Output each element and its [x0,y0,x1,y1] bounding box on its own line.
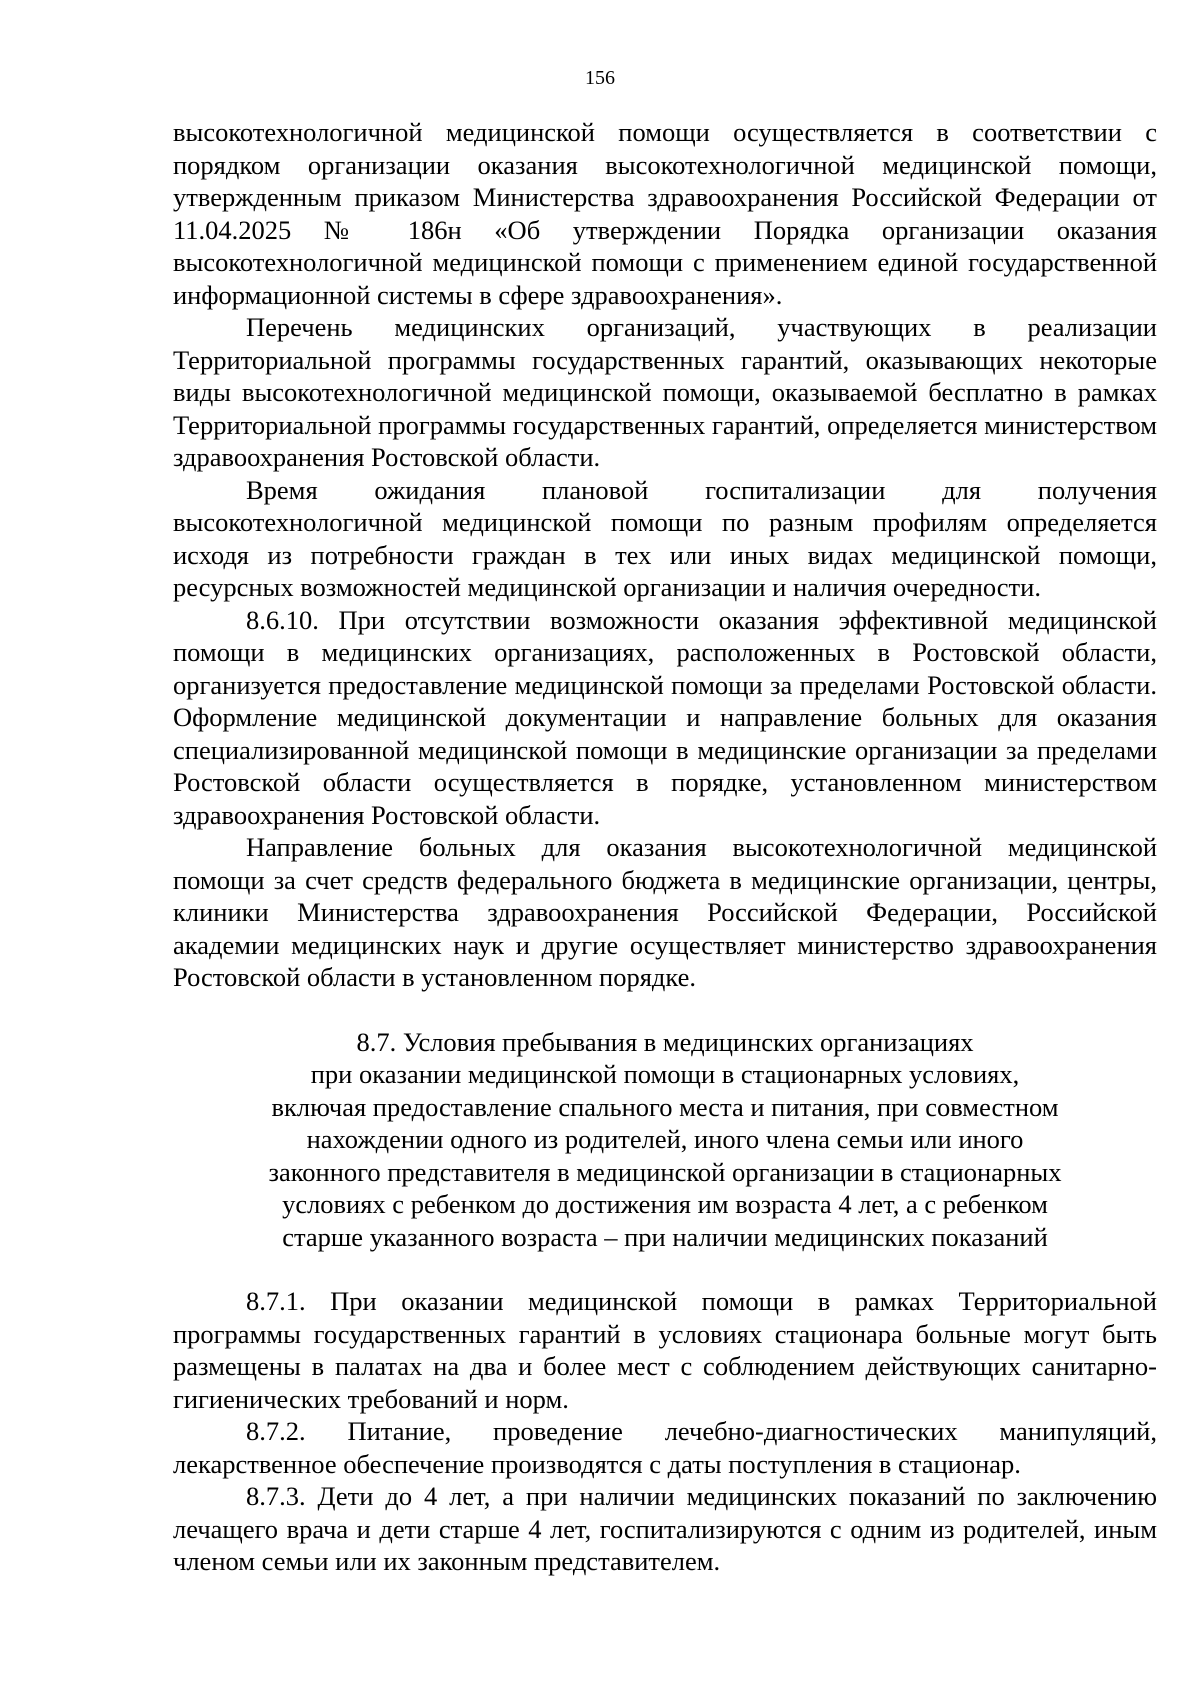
page-number: 156 [585,67,615,89]
section-heading-line: условиях с ребенком до достижения им возраста 4 лет, а с ребенком [282,1189,1048,1219]
paragraph-waiting-time: Время ожидания плановой госпитализации для получения высокотехнологичной медицинской помощи по разным профилям определяется исходя из потребности граждан в тех или иных видах медицинской помощи, ресурсных возможностей медицинской организации и наличия очередности. [173,474,1157,602]
section-heading-line: при оказании медицинской помощи в стационарных условиях, [310,1059,1020,1089]
paragraph-8-7-1: 8.7.1. При оказании медицинской помощи в рамках Территориальной программы государственных гарантий в условиях стационара больные могут быть размещены в палатах на два и более мест с соблюдением действующих санитарно-гигиенических требований и норм. [173,1286,1157,1414]
paragraph-vmp-organizations-list: Перечень медицинских организаций, участвующих в реализации Территориальной программы государственных гарантий, оказывающих некоторые виды высокотехнологичной медицинской помощи, оказываемой бесплатно в рамках Территориальной программы государственных гарантий, определяется министерством здравоохранения Ростовской области. [173,312,1157,472]
paragraph-8-6-10: 8.6.10. При отсутствии возможности оказания эффективной медицинской помощи в медицинских организациях, расположенных в Ростовской области, организуется предоставление медицинской помощи за пределами Ростовской области. Оформление медицинской документации и направление больных для оказания специализированной медицинской помощи в медицинские организации за пределами Ростовской области осуществляется в порядке, установленном министерством здравоохранения Ростовской области. [173,604,1157,830]
paragraph-vmp-procedure: высокотехнологичной медицинской помощи осуществляется в соответствии с порядком организации оказания высокотехнологичной медицинской помощи, утвержденным приказом Министерства здравоохранения Российской Федерации от 11.04.2025 № 186н «Об утверждении Порядка организации оказания высокотехнологичной медицинской помощи с применением единой государственной информационной системы в сфере здравоохранения». [173,117,1157,310]
section-heading-line: законного представителя в медицинской организации в стационарных [268,1156,1062,1187]
paragraph-federal-referral: Направление больных для оказания высокотехнологичной медицинской помощи за счет средств федерального бюджета в медицинские организации, центры, клиники Министерства здравоохранения Российской Федерации, Российской академии медицинских наук и другие осуществляет министерство здравоохранения Ростовской области в установленном порядке. [173,832,1157,992]
paragraph-8-7-3: 8.7.3. Дети до 4 лет, а при наличии медицинских показаний по заключению лечащего врача и дети старше 4 лет, госпитализируются с одним из родителей, иным членом семьи или их законным представителем. [173,1481,1157,1576]
paragraph-8-7-2: 8.7.2. Питание, проведение лечебно-диагностических манипуляций, лекарственное обеспечение производятся с даты поступления в стационар. [173,1416,1157,1479]
document-body [173,116,1157,1578]
section-heading-line: старше указанного возраста – при наличии медицинских показаний [282,1221,1048,1252]
section-heading-line: включая предоставление спального места и питания, при совместном [271,1091,1059,1122]
section-heading-8-7 [173,1026,1157,1254]
section-heading-line: нахождении одного из родителей, иного члена семьи или иного [306,1124,1024,1154]
section-heading-line: 8.7. Условия пребывания в медицинских организациях [356,1026,974,1057]
